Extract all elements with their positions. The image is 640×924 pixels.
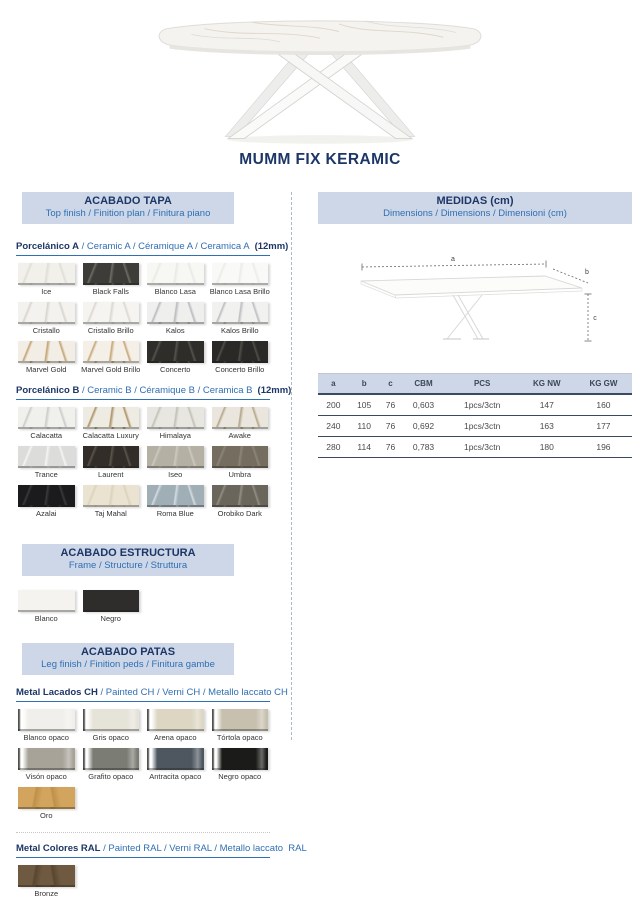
cell: 1pcs/3ctn [446, 394, 519, 416]
swatch [16, 341, 77, 374]
swatch [81, 407, 142, 440]
cell: 0,692 [401, 416, 445, 437]
heading-rest: / Ceramic A / Céramique A / Ceramica A [79, 241, 250, 252]
swatch-label: Calacatta Luxury [82, 431, 139, 440]
finishes-column [16, 192, 307, 898]
swatch [210, 446, 271, 479]
swatch-label: Blanco Lasa [154, 287, 196, 296]
table-row [318, 394, 632, 416]
swatch-label: Ice [41, 287, 52, 296]
col-header: c [380, 374, 402, 395]
section-title: MEDIDAS (cm) [436, 195, 514, 207]
painted-ch-heading [16, 687, 288, 702]
swatch-label: Kalos Brillo [220, 326, 259, 335]
swatch-label: Trance [34, 470, 58, 479]
swatch-label: Umbra [228, 470, 251, 479]
swatch [81, 748, 142, 781]
col-header: CBM [401, 374, 445, 395]
ceramic-a-heading [16, 241, 289, 256]
swatch-tile [147, 341, 204, 363]
swatch-tile [18, 341, 75, 363]
col-header: b [349, 374, 380, 395]
swatch [81, 263, 142, 296]
page-title: MUMM FIX KERAMIC [239, 151, 401, 168]
swatch-tile [18, 446, 75, 468]
swatch-label: Azalai [36, 509, 57, 518]
heading-bold: Metal Lacados CH [16, 687, 98, 698]
swatch-label: Iseo [168, 470, 183, 479]
section-title: ACABADO ESTRUCTURA [60, 547, 196, 559]
swatch-tile [83, 748, 140, 770]
swatch [16, 709, 77, 742]
cell: 147 [519, 394, 575, 416]
swatch-tile [18, 263, 75, 285]
cell: 1pcs/3ctn [446, 437, 519, 458]
swatch [81, 485, 142, 518]
swatch-tile [212, 485, 269, 507]
swatch-label: Kalos [165, 326, 185, 335]
heading-suffix: (12mm) [254, 241, 289, 252]
swatch-label: Calacatta [30, 431, 63, 440]
swatch-label: Negro [100, 614, 121, 623]
swatch-tile [83, 709, 140, 731]
swatch [210, 263, 271, 296]
swatch [210, 485, 271, 518]
swatch-label: Arena opaco [153, 733, 197, 742]
heading-rest: / Painted CH / Verni CH / Metallo laccato CH [97, 687, 288, 698]
section-subtitle: Leg finish / Finition peds / Finitura gambe [41, 659, 215, 670]
table-header-row [318, 374, 632, 395]
swatch-label: Roma Blue [156, 509, 194, 518]
swatch [145, 302, 206, 335]
swatch-tile [212, 446, 269, 468]
swatch [145, 446, 206, 479]
col-header: a [318, 374, 349, 395]
swatch-label: Blanco Lasa Brillo [209, 287, 270, 296]
swatch-label: Cristallo [32, 326, 60, 335]
swatch [81, 341, 142, 374]
dimensions-column [318, 192, 632, 458]
swatch [210, 341, 271, 374]
section-subtitle: Top finish / Finition plan / Finitura piano [45, 208, 211, 219]
swatch [16, 263, 77, 296]
swatch-tile [18, 485, 75, 507]
swatch-label: Grafito opaco [88, 772, 134, 781]
section-header-top-finish [22, 192, 234, 224]
swatch [16, 485, 77, 518]
painted-ral-swatch-grid [16, 865, 270, 898]
swatch-tile [18, 590, 75, 612]
swatch [81, 446, 142, 479]
painted-ch-swatch-grid [16, 709, 270, 820]
col-header: KG GW [575, 374, 632, 395]
ceramic-b-swatch-grid [16, 407, 270, 518]
swatch-tile [18, 709, 75, 731]
swatch-tile [147, 748, 204, 770]
cell: 1pcs/3ctn [446, 416, 519, 437]
swatch-tile [212, 341, 269, 363]
swatch-tile [18, 787, 75, 809]
swatch-tile [83, 590, 140, 612]
swatch [81, 590, 142, 623]
column-divider [291, 192, 292, 740]
swatch-label: Cristallo Brillo [87, 326, 134, 335]
swatch-tile [147, 709, 204, 731]
swatch-label: Orobiko Dark [217, 509, 262, 518]
swatch-label: Gris opaco [92, 733, 129, 742]
swatch-label: Antracita opaco [149, 772, 202, 781]
swatch-tile [83, 446, 140, 468]
heading-bold: Metal Colores RAL [16, 843, 101, 854]
swatch [16, 407, 77, 440]
swatch [145, 748, 206, 781]
swatch [145, 485, 206, 518]
swatch-label: Tórtola opaco [216, 733, 263, 742]
swatch-tile [83, 263, 140, 285]
table-row [318, 437, 632, 458]
swatch-tile [147, 302, 204, 324]
swatch-tile [83, 302, 140, 324]
heading-suffix: (12mm) [257, 385, 292, 396]
cell: 177 [575, 416, 632, 437]
swatch-label: Himalaya [159, 431, 191, 440]
swatch-tile [212, 302, 269, 324]
product-photo [128, 6, 512, 148]
swatch-tile [212, 709, 269, 731]
swatch [210, 709, 271, 742]
section-subtitle: Frame / Structure / Struttura [68, 560, 188, 571]
swatch [16, 865, 77, 898]
swatch-label: Awake [228, 431, 251, 440]
swatch-tile [147, 407, 204, 429]
cell: 240 [318, 416, 349, 437]
section-title: ACABADO PATAS [80, 646, 176, 658]
swatch-label: Black Falls [92, 287, 129, 296]
swatch-label: Marvel Gold [26, 365, 67, 374]
swatch-tile [212, 263, 269, 285]
swatch-label: Visón opaco [25, 772, 67, 781]
swatch [145, 263, 206, 296]
swatch-tile [18, 407, 75, 429]
dim-label-b: b [585, 269, 589, 276]
dotted-separator [16, 832, 270, 833]
swatch-label: Marvel Gold Brillo [81, 365, 141, 374]
cell: 200 [318, 394, 349, 416]
section-title: ACABADO TAPA [84, 195, 172, 207]
section-header-dimensions [318, 192, 632, 224]
swatch [210, 748, 271, 781]
swatch-tile [83, 407, 140, 429]
cell: 0,783 [401, 437, 445, 458]
cell: 163 [519, 416, 575, 437]
cell: 110 [349, 416, 380, 437]
cell: 76 [380, 394, 402, 416]
swatch [145, 407, 206, 440]
cell: 114 [349, 437, 380, 458]
painted-ral-heading [16, 841, 307, 858]
swatch-label: Concerto Brillo [215, 365, 265, 374]
cell: 280 [318, 437, 349, 458]
swatch-label: Laurent [98, 470, 124, 479]
swatch-tile [212, 407, 269, 429]
cell: 76 [380, 416, 402, 437]
table-product-image [128, 6, 512, 148]
dimension-diagram [318, 250, 632, 351]
table-row [318, 416, 632, 437]
swatch-tile [18, 748, 75, 770]
swatch [16, 446, 77, 479]
swatch-label: Taj Mahal [94, 509, 127, 518]
swatch [145, 709, 206, 742]
swatch [81, 709, 142, 742]
dim-label-c: c [593, 315, 597, 322]
swatch-tile [18, 302, 75, 324]
table-dimension-drawing [349, 250, 601, 346]
cell: 160 [575, 394, 632, 416]
swatch-label: Concerto [160, 365, 191, 374]
cell: 76 [380, 437, 402, 458]
section-header-frame-finish [22, 544, 234, 576]
swatch-label: Oro [39, 811, 53, 820]
swatch-tile [147, 446, 204, 468]
swatch [210, 302, 271, 335]
swatch [16, 590, 77, 623]
cell: 180 [519, 437, 575, 458]
frame-swatch-grid [16, 590, 270, 623]
heading-bold: Porcelánico A [16, 241, 80, 252]
swatch-tile [147, 485, 204, 507]
swatch [16, 302, 77, 335]
swatch-label: Bronze [34, 889, 59, 898]
swatch-label: Negro opaco [218, 772, 262, 781]
section-header-leg-finish [22, 643, 234, 675]
heading-rest: / Painted RAL / Verni RAL / Metallo laccato RAL [100, 843, 307, 854]
swatch [16, 787, 77, 820]
swatch [210, 407, 271, 440]
dimensions-table [318, 373, 632, 458]
col-header: KG NW [519, 374, 575, 395]
swatch-label: Blanco [34, 614, 58, 623]
swatch-tile [212, 748, 269, 770]
col-header: PCS [446, 374, 519, 395]
cell: 196 [575, 437, 632, 458]
swatch-tile [83, 485, 140, 507]
ceramic-b-heading [16, 385, 292, 400]
cell: 0,603 [401, 394, 445, 416]
swatch-tile [18, 865, 75, 887]
dim-label-a: a [451, 256, 455, 263]
ceramic-a-swatch-grid [16, 263, 270, 374]
heading-rest: / Ceramic B / Céramique B / Ceramica B [79, 385, 253, 396]
swatch [145, 341, 206, 374]
swatch-label: Blanco opaco [23, 733, 69, 742]
swatch-tile [83, 341, 140, 363]
cell: 105 [349, 394, 380, 416]
heading-bold: Porcelánico B [16, 385, 80, 396]
section-subtitle: Dimensions / Dimensions / Dimensioni (cm) [383, 208, 567, 219]
swatch-tile [147, 263, 204, 285]
swatch [16, 748, 77, 781]
swatch [81, 302, 142, 335]
